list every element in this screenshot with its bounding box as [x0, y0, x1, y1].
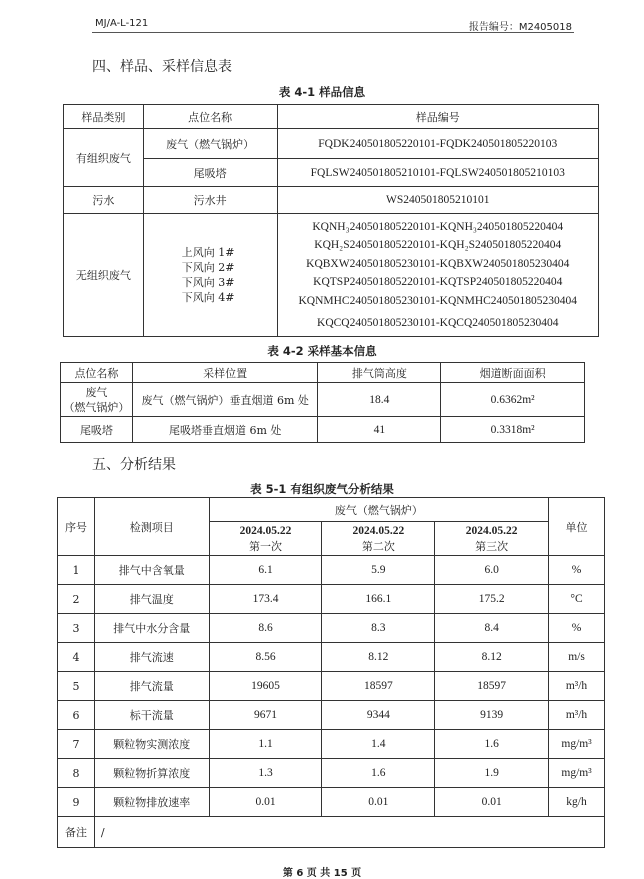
unit: % [549, 556, 605, 585]
table-4-2-caption: 表 4-2 采样基本信息 [267, 344, 377, 358]
table-header-row [61, 363, 585, 383]
table-row [58, 614, 605, 643]
table-row [58, 643, 605, 672]
table-header-row [58, 498, 605, 522]
value-run-3: 8.4 [435, 614, 549, 643]
value-run-2: 9344 [322, 701, 435, 730]
header-cell: 单位 [549, 498, 605, 556]
sample-category: 无组织废气 [64, 214, 144, 337]
row-number: 5 [58, 672, 95, 701]
header-cell: 点位名称 [143, 105, 277, 129]
run-header [209, 522, 322, 556]
table-row [58, 556, 605, 585]
page-number: 第 6 页 共 15 页 [282, 868, 362, 879]
run-label: 第一次 [249, 539, 283, 553]
table-row [61, 417, 585, 443]
point-name-line: 废气 [85, 385, 108, 399]
value-run-1: 19605 [209, 672, 322, 701]
value-run-1: 9671 [209, 701, 322, 730]
table-row [58, 672, 605, 701]
header-cell: 烟道断面面积 [441, 363, 585, 383]
sample-codes: FQLSW240501805210101-FQLSW240501805210103 [277, 159, 598, 187]
sample-codes: KQTSP240501805220101-KQTSP240501805220404 [313, 276, 563, 288]
sample-category: 有组织废气 [64, 129, 144, 187]
table-row [64, 129, 599, 159]
unit: kg/h [549, 788, 605, 817]
row-number: 2 [58, 585, 95, 614]
value-run-2: 0.01 [322, 788, 435, 817]
table-row [61, 383, 585, 417]
point-name: 废气（燃气锅炉） [143, 129, 277, 159]
table-row [64, 214, 599, 337]
sample-codes: KQNH₃240501805220101-KQNH₃240501805220404 [312, 220, 564, 233]
sample-codes: KQCQ240501805230101-KQCQ240501805230404 [317, 317, 559, 329]
table-4-1-caption: 表 4-1 样品信息 [278, 85, 366, 99]
point-name [61, 383, 133, 417]
value-run-1: 8.6 [209, 614, 322, 643]
run-date: 2024.05.22 [352, 524, 405, 537]
header-group-cell: 废气（燃气锅炉） [209, 498, 548, 522]
table-5-1-caption: 表 5-1 有组织废气分析结果 [250, 482, 394, 496]
header-divider [92, 32, 574, 33]
sample-codes: FQDK240501805220101-FQDK240501805220103 [277, 129, 598, 159]
value-run-1: 173.4 [209, 585, 322, 614]
run-label: 第二次 [361, 539, 395, 553]
unit: °C [549, 585, 605, 614]
run-date: 2024.05.22 [239, 524, 292, 537]
duct-area: 0.3318m² [441, 417, 585, 443]
test-item: 颗粒物折算浓度 [94, 759, 209, 788]
sampling-location: 尾吸塔垂直烟道 6m 处 [132, 417, 318, 443]
test-item: 排气流速 [94, 643, 209, 672]
sample-codes: KQBXW240501805230101-KQBXW240501805230404 [306, 257, 570, 270]
row-number: 1 [58, 556, 95, 585]
header-cell: 排气筒高度 [318, 363, 441, 383]
point-name-line: （燃气锅炉） [63, 400, 130, 414]
sample-info-table [63, 104, 599, 337]
point-name: 尾吸塔 [61, 417, 133, 443]
value-run-1: 0.01 [209, 788, 322, 817]
test-item: 颗粒物排放速率 [94, 788, 209, 817]
value-run-3: 9139 [435, 701, 549, 730]
section-4-title: 四、样品、采样信息表 [92, 59, 232, 75]
value-run-3: 1.9 [435, 759, 549, 788]
value-run-1: 6.1 [209, 556, 322, 585]
table-row [64, 159, 599, 187]
point-name: 污水井 [143, 187, 277, 214]
table-row [58, 788, 605, 817]
table-header-row [64, 105, 599, 129]
unit: mg/m³ [549, 759, 605, 788]
sample-category: 污水 [64, 187, 144, 214]
value-run-1: 1.1 [209, 730, 322, 759]
value-run-1: 8.56 [209, 643, 322, 672]
value-run-2: 1.6 [322, 759, 435, 788]
point-name: 下风向 2# [181, 261, 235, 274]
sample-codes: KQNMHC240501805230101-KQNMHC240501805230404 [298, 294, 578, 307]
test-item: 标干流量 [94, 701, 209, 730]
stack-height: 41 [318, 417, 441, 443]
remark-value: / [94, 817, 604, 848]
test-item: 颗粒物实测浓度 [94, 730, 209, 759]
point-name: 下风向 4# [181, 291, 235, 304]
section-5-title: 五、分析结果 [92, 457, 176, 473]
value-run-3: 6.0 [435, 556, 549, 585]
sample-codes: WS240501805210101 [277, 187, 598, 214]
sample-codes: KQH₂S240501805220101-KQH₂S240501805220404 [314, 239, 562, 251]
table-row [58, 701, 605, 730]
value-run-2: 8.12 [322, 643, 435, 672]
value-run-2: 18597 [322, 672, 435, 701]
sample-code-list [277, 214, 598, 337]
remark-label: 备注 [58, 817, 95, 848]
value-run-2: 166.1 [322, 585, 435, 614]
remark-row [58, 817, 605, 848]
run-label: 第三次 [475, 539, 509, 553]
stack-height: 18.4 [318, 383, 441, 417]
unit: % [549, 614, 605, 643]
test-item: 排气中含氧量 [94, 556, 209, 585]
table-row [64, 187, 599, 214]
header-cell: 点位名称 [61, 363, 133, 383]
unit: m³/h [549, 701, 605, 730]
report-number: 报告编号：M2405018 [468, 22, 572, 33]
table-row [58, 585, 605, 614]
row-number: 7 [58, 730, 95, 759]
row-number: 8 [58, 759, 95, 788]
sampling-location: 废气（燃气锅炉）垂直烟道 6m 处 [132, 383, 318, 417]
run-date: 2024.05.22 [465, 524, 518, 537]
analysis-results-table [57, 497, 605, 848]
header-cell: 样品类别 [64, 105, 144, 129]
run-header [435, 522, 549, 556]
header-cell: 采样位置 [132, 363, 318, 383]
value-run-3: 18597 [435, 672, 549, 701]
unit: mg/m³ [549, 730, 605, 759]
value-run-2: 8.3 [322, 614, 435, 643]
point-name: 尾吸塔 [143, 159, 277, 187]
doc-code: MJ/A-L-121 [95, 18, 149, 29]
header-cell: 检测项目 [94, 498, 209, 556]
table-row [58, 759, 605, 788]
unit: m³/h [549, 672, 605, 701]
row-number: 6 [58, 701, 95, 730]
table-row [58, 730, 605, 759]
value-run-3: 1.6 [435, 730, 549, 759]
run-header [322, 522, 435, 556]
test-item: 排气温度 [94, 585, 209, 614]
point-name: 下风向 3# [181, 276, 235, 289]
value-run-2: 1.4 [322, 730, 435, 759]
value-run-2: 5.9 [322, 556, 435, 585]
row-number: 3 [58, 614, 95, 643]
point-name-list [143, 214, 277, 337]
unit: m/s [549, 643, 605, 672]
test-item: 排气中水分含量 [94, 614, 209, 643]
test-item: 排气流量 [94, 672, 209, 701]
duct-area: 0.6362m² [441, 383, 585, 417]
row-number: 4 [58, 643, 95, 672]
row-number: 9 [58, 788, 95, 817]
value-run-1: 1.3 [209, 759, 322, 788]
value-run-3: 0.01 [435, 788, 549, 817]
header-cell: 样品编号 [277, 105, 598, 129]
value-run-3: 175.2 [435, 585, 549, 614]
value-run-3: 8.12 [435, 643, 549, 672]
sampling-info-table [60, 362, 585, 443]
header-cell: 序号 [58, 498, 95, 556]
point-name: 上风向 1# [181, 246, 235, 259]
